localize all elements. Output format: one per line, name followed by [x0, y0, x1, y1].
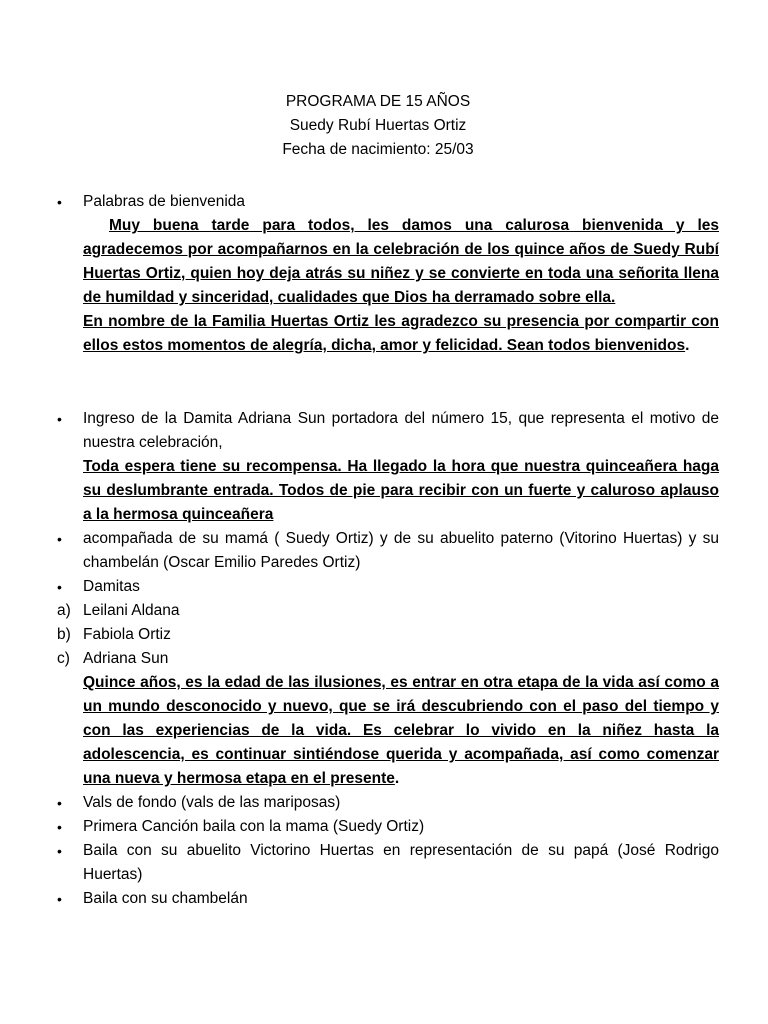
bullet-item-welcome — [57, 190, 719, 214]
bullet-marker: • — [57, 843, 62, 859]
welcome-paragraph — [57, 214, 719, 358]
program-title: PROGRAMA DE 15 AÑOS — [285, 93, 471, 110]
bullet-item-ingreso — [57, 407, 719, 527]
item-text: acompañada de su mamá ( Suedy Ortiz) y de su abuelito paterno (Vitorino Huertas) y su chambelán (Oscar Emilio Paredes Ortiz) — [83, 530, 719, 571]
bullet-item-cancion — [57, 815, 719, 839]
item-text: Primera Canción baila con la mama (Suedy Ortiz) — [83, 818, 425, 835]
welcome-section — [57, 190, 719, 358]
bullet-item-chambelan — [57, 887, 719, 911]
damita-name: Leilani Aldana — [83, 602, 180, 619]
welcome-paragraph-2: En nombre de la Familia Huertas Ortiz les agradezco su presencia por compartir con ellos estos momentos de alegría, dicha, amor y felicidad. Sean todos bienvenidos — [83, 313, 719, 354]
bullet-item-abuelito — [57, 839, 719, 887]
ingreso-paragraph: Toda espera tiene su recompensa. Ha llegado la hora que nuestra quinceañera haga su deslumbrante entrada. Todos de pie para recibir con un fuerte y caluroso aplauso a la hermosa quinceañera — [83, 458, 719, 523]
bullet-marker: • — [57, 795, 62, 811]
bullet-item-vals — [57, 791, 719, 815]
bullet-marker: • — [57, 194, 62, 210]
bullet-marker: • — [57, 579, 62, 595]
damita-item — [57, 599, 719, 623]
damita-name: Fabiola Ortiz — [83, 626, 171, 643]
list-marker: a) — [57, 602, 71, 619]
list-marker: c) — [57, 650, 70, 667]
bullet-marker: • — [57, 891, 62, 907]
quince-paragraph: Quince años, es la edad de las ilusiones, es entrar en otra etapa de la vida así como a un mundo desconocido y nuevo, que se irá descubriendo con el paso del tiempo y con las experiencias de la vida. Es celebrar lo vivido en la niñez hasta la adolescencia, es continuar sintiéndose querida y acompañada, así como comenzar una nueva y hermosa etapa en el presente — [83, 674, 719, 787]
bullet-marker: • — [57, 531, 62, 547]
item-text: Baila con su abuelito Victorino Huertas en representación de su papá (José Rodrigo Huertas) — [83, 842, 719, 883]
item-text: Vals de fondo (vals de las mariposas) — [83, 794, 341, 811]
item-text: Damitas — [83, 578, 140, 595]
birth-date: Fecha de nacimiento: 25/03 — [282, 141, 474, 158]
damita-item — [57, 623, 719, 647]
welcome-paragraph-1: Muy buena tarde para todos, les damos una calurosa bienvenida y les agradecemos por acompañarnos en la celebración de los quince años de Suedy Rubí Huertas Ortiz, quien hoy deja atrás su niñez y se convierte en toda una señorita llena de humildad y sinceridad, cualidades que Dios ha derramado sobre ella. — [83, 217, 719, 306]
item-text: Palabras de bienvenida — [83, 193, 246, 210]
program-section — [57, 407, 719, 911]
bullet-marker: • — [57, 819, 62, 835]
celebrant-name: Suedy Rubí Huertas Ortiz — [289, 117, 467, 134]
bullet-item-damitas — [57, 575, 719, 599]
bullet-item-acompanada — [57, 527, 719, 575]
damita-item — [57, 647, 719, 671]
welcome-paragraph-2-end: . — [685, 337, 690, 354]
damita-name: Adriana Sun — [83, 650, 169, 667]
quince-paragraph-end: . — [394, 770, 400, 787]
item-text: Baila con su chambelán — [83, 890, 248, 907]
list-marker: b) — [57, 626, 71, 643]
document-header — [0, 90, 756, 162]
quince-paragraph-block — [57, 671, 719, 791]
item-text: Ingreso de la Damita Adriana Sun portadora del número 15, que representa el motivo de nuestra celebración, — [83, 410, 719, 451]
bullet-marker: • — [57, 411, 62, 427]
